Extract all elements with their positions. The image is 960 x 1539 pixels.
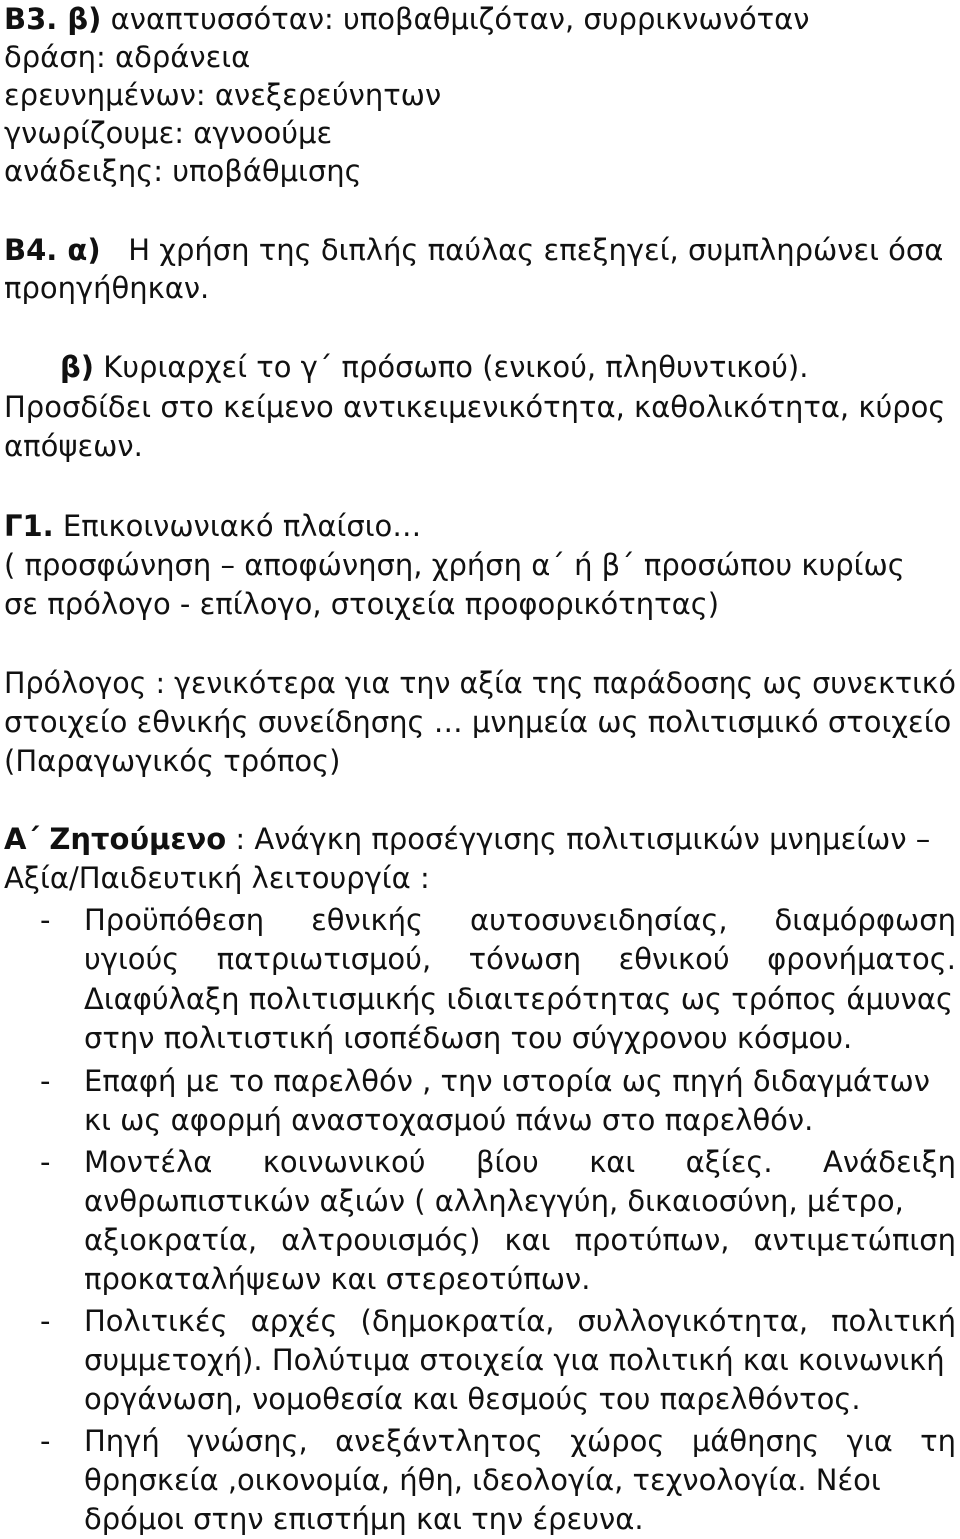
bullet-5-text-1: Πηγή γνώσης, ανεξάντλητος χώρος μάθησης για τη (84, 1424, 956, 1458)
g1-line-3: σε πρόλογο - επίλογο, στοιχεία προφορικότητας) (4, 587, 720, 621)
bullet-2-line-1: Επαφή με το παρελθόν , την ιστορία ως πηγή διδαγμάτων (84, 1064, 930, 1098)
prologue-line-1: Πρόλογος : γενικότερα για την αξία της παράδοσης ως συνεκτικό (4, 666, 956, 700)
g1-line-2: ( προσφώνηση – αποφώνηση, χρήση α΄ ή β΄ προσώπου κυρίως (4, 548, 905, 582)
bullet-4-line-1 (84, 1302, 956, 1341)
bullet-1-text-1: Προϋπόθεση εθνικής αυτοσυνειδησίας, διαμόρφωση (84, 903, 956, 937)
bullet-5-line-1 (84, 1422, 956, 1461)
bullet-2-line-2: κι ως αφορμή αναστοχασμού πάνω στο παρελθόν. (84, 1103, 814, 1137)
g1-line-1 (4, 507, 421, 546)
b4b-line-1 (60, 348, 808, 387)
b3-line-4: γνωρίζουμε: αγνοούμε (4, 116, 333, 150)
b4b-text-1: Κυριαρχεί το γ΄ πρόσωπο (ενικού, πληθυντικού). (103, 350, 809, 384)
bullet-1-text-2: υγιούς πατριωτισμού, τόνωση εθνικού φρονήματος. (84, 942, 956, 976)
bullet-3-line-2: ανθρωπιστικών αξιών ( αλληλεγγύη, δικαιοσύνη, μέτρο, (84, 1184, 904, 1218)
b4a-text-1: Η χρήση της διπλής παύλας επεξηγεί, συμπληρώνει όσα (128, 233, 944, 267)
b3-label: Β3. β) (4, 2, 102, 36)
bullet-3-line-1 (84, 1143, 956, 1182)
bullet-dash-1: - (40, 903, 51, 937)
bullet-1-line-3: Διαφύλαξη πολιτισμικής ιδιαιτερότητας ως τρόπος άμυνας (84, 982, 954, 1016)
b3-line-5: ανάδειξης: υποβάθμισης (4, 154, 362, 188)
bullet-3-text-3: αξιοκρατία, αλτρουισμός) και προτύπων, αντιμετώπιση (84, 1223, 956, 1257)
b4b-label: β) (60, 350, 95, 384)
bullet-dash-2: - (40, 1064, 51, 1098)
prologue-line-2: στοιχείο εθνικής συνείδησης … μνημεία ως πολιτισμικό στοιχείο (4, 705, 952, 739)
requirement-a-line-2: Αξία/Παιδευτική λειτουργία : (4, 861, 430, 895)
b3-line-1 (4, 0, 809, 39)
bullet-dash-5: - (40, 1424, 51, 1458)
requirement-a-text: : Ανάγκη προσέγγισης πολιτισμικών μνημείων – (235, 822, 931, 856)
bullet-dash-3: - (40, 1145, 51, 1179)
b4b-line-2: Προσδίδει στο κείμενο αντικειμενικότητα, καθολικότητα, κύρος (4, 390, 946, 424)
b4a-label: Β4. α) (4, 233, 101, 267)
b4a-line-2: προηγήθηκαν. (4, 271, 210, 305)
bullet-3-text-1: Μοντέλα κοινωνικού βίου και αξίες. Ανάδειξη (84, 1145, 956, 1179)
requirement-a-line-1 (4, 820, 930, 859)
b3-text-1: αναπτυσσόταν: υποβαθμιζόταν, συρρικνωνόταν (110, 2, 810, 36)
bullet-dash-4: - (40, 1304, 51, 1338)
bullet-4-line-3: οργάνωση, νομοθεσία και θεσμούς του παρελθόντος. (84, 1382, 861, 1416)
b3-line-2: δράση: αδράνεια (4, 40, 251, 74)
bullet-4-line-2: συμμετοχή). Πολύτιμα στοιχεία για πολιτική και κοινωνική (84, 1343, 945, 1377)
bullet-1-line-1 (84, 901, 956, 940)
bullet-1-line-2 (84, 940, 956, 979)
prologue-line-3: (Παραγωγικός τρόπος) (4, 744, 341, 778)
g1-label: Γ1. (4, 509, 54, 543)
b4b-line-3: απόψεων. (4, 429, 143, 463)
requirement-a-label: Α΄ Ζητούμενο (4, 822, 227, 856)
bullet-3-line-3 (84, 1221, 956, 1260)
g1-text-1: Επικοινωνιακό πλαίσιο… (62, 509, 422, 543)
b4a-line-1 (4, 231, 943, 270)
bullet-3-line-4: προκαταλήψεων και στερεοτύπων. (84, 1262, 591, 1296)
bullet-5-line-3: δρόμοι στην επιστήμη και την έρευνα. (84, 1502, 644, 1536)
bullet-5-line-2: θρησκεία ,οικονομία, ήθη, ιδεολογία, τεχνολογία. Νέοι (84, 1463, 881, 1497)
bullet-1-line-4: στην πολιτιστική ισοπέδωση του σύγχρονου κόσμου. (84, 1021, 853, 1055)
b3-line-3: ερευνημένων: ανεξερεύνητων (4, 78, 442, 112)
bullet-4-text-1: Πολιτικές αρχές (δημοκρατία, συλλογικότητα, πολιτική (84, 1304, 956, 1338)
